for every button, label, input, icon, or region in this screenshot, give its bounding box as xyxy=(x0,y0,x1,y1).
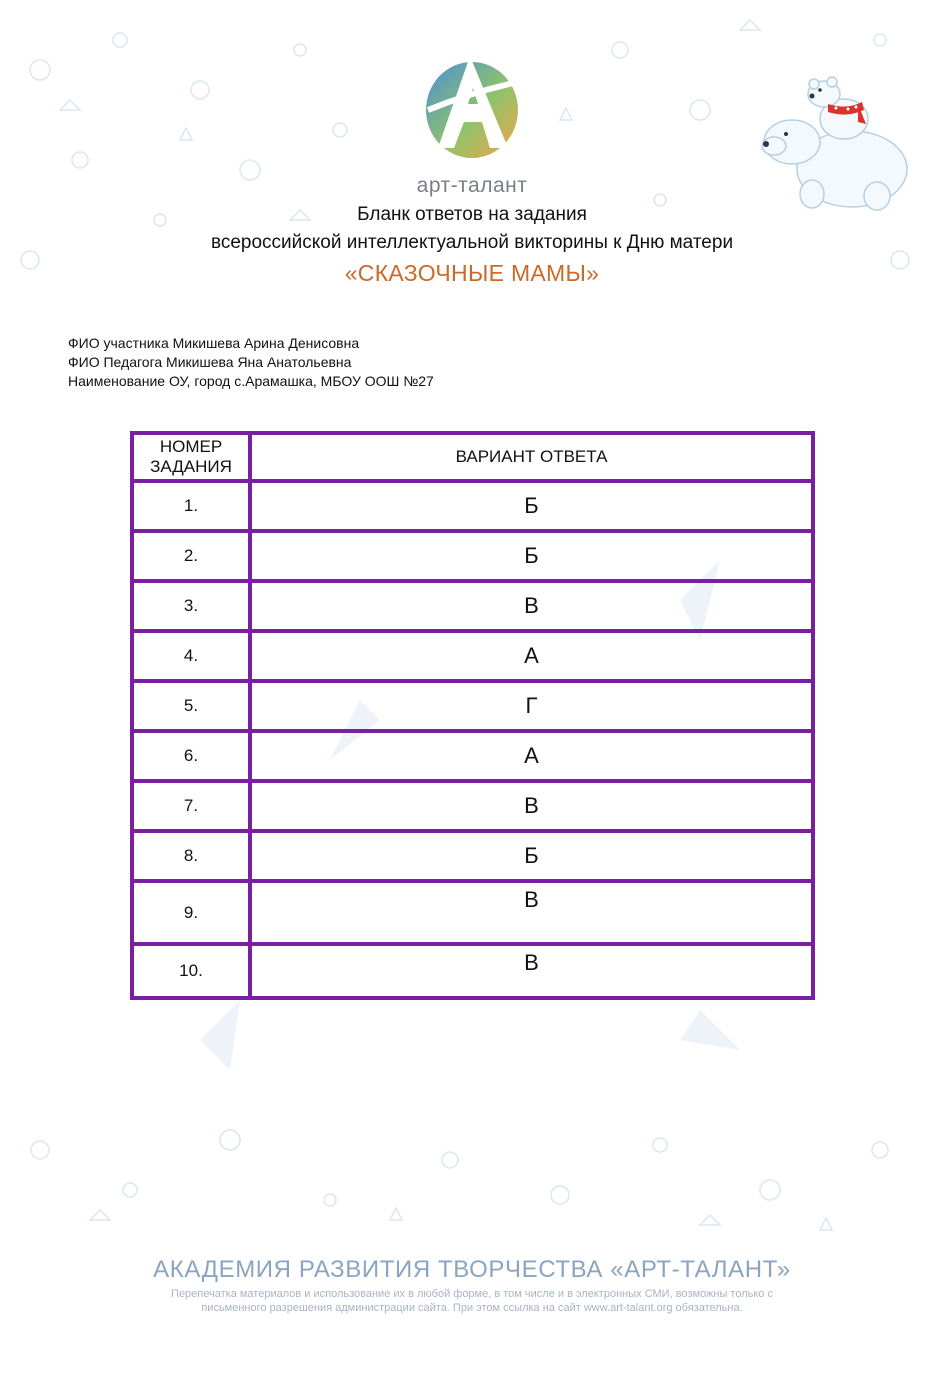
quiz-title: «СКАЗОЧНЫЕ МАМЫ» xyxy=(344,260,600,286)
teacher-name: ФИО Педагога Микишева Яна Анатольевна xyxy=(68,354,352,370)
table-row xyxy=(132,531,813,581)
answer-cell: А xyxy=(250,631,813,681)
answers-table xyxy=(130,431,815,1000)
task-number: 8. xyxy=(132,831,250,881)
answer-cell: В xyxy=(250,944,813,998)
task-number: 7. xyxy=(132,781,250,831)
table-row xyxy=(132,631,813,681)
task-number: 6. xyxy=(132,731,250,781)
footer-note xyxy=(80,1287,864,1315)
task-number: 10. xyxy=(132,944,250,998)
task-number: 3. xyxy=(132,581,250,631)
header-line-1: Бланк ответов на задания xyxy=(357,204,587,225)
task-number: 1. xyxy=(132,481,250,531)
footer-title: АКАДЕМИЯ РАЗВИТИЯ ТВОРЧЕСТВА «АРТ-ТАЛАНТ» xyxy=(153,1256,791,1283)
task-number-header xyxy=(132,433,250,481)
answer-cell: В xyxy=(250,881,813,944)
answer-cell: Г xyxy=(250,681,813,731)
answer-cell: В xyxy=(250,581,813,631)
task-number: 5. xyxy=(132,681,250,731)
table-row xyxy=(132,481,813,531)
table-row xyxy=(132,681,813,731)
task-number-header-line1: НОМЕР xyxy=(159,437,223,456)
answer-cell: Б xyxy=(250,831,813,881)
brand-name: арт-талант xyxy=(416,174,528,197)
answer-cell: Б xyxy=(250,481,813,531)
footer-note-line1: Перепечатка материалов и использование их в любой форме, в том числе и в электронных СМИ, возможны только с xyxy=(171,1288,773,1300)
answer-cell: А xyxy=(250,731,813,781)
table-row xyxy=(132,781,813,831)
table-row xyxy=(132,831,813,881)
task-number: 9. xyxy=(132,881,250,944)
footer-note-line2: письменного разрешения администрации сайта. При этом ссылка на сайт www.art-talant.org обязательна. xyxy=(201,1302,743,1314)
answer-header: ВАРИАНТ ОТВЕТА xyxy=(250,433,813,481)
answer-cell: Б xyxy=(250,531,813,581)
participant-name: ФИО участника Микишева Арина Денисовна xyxy=(68,335,360,351)
polar-bears-illustration xyxy=(752,74,912,214)
participant-info xyxy=(68,334,434,391)
table-header-row xyxy=(132,433,813,481)
task-number: 2. xyxy=(132,531,250,581)
table-row xyxy=(132,944,813,998)
table-row xyxy=(132,731,813,781)
art-talant-logo xyxy=(418,52,526,164)
table-row xyxy=(132,581,813,631)
task-number-header-line2: ЗАДАНИЯ xyxy=(150,457,232,476)
school-name: Наименование ОУ, город с.Арамашка, МБОУ ООШ №27 xyxy=(68,373,434,389)
table-row xyxy=(132,881,813,944)
task-number: 4. xyxy=(132,631,250,681)
header-line-2: всероссийской интеллектуальной викторины к Дню матери xyxy=(210,232,734,253)
answer-cell: В xyxy=(250,781,813,831)
